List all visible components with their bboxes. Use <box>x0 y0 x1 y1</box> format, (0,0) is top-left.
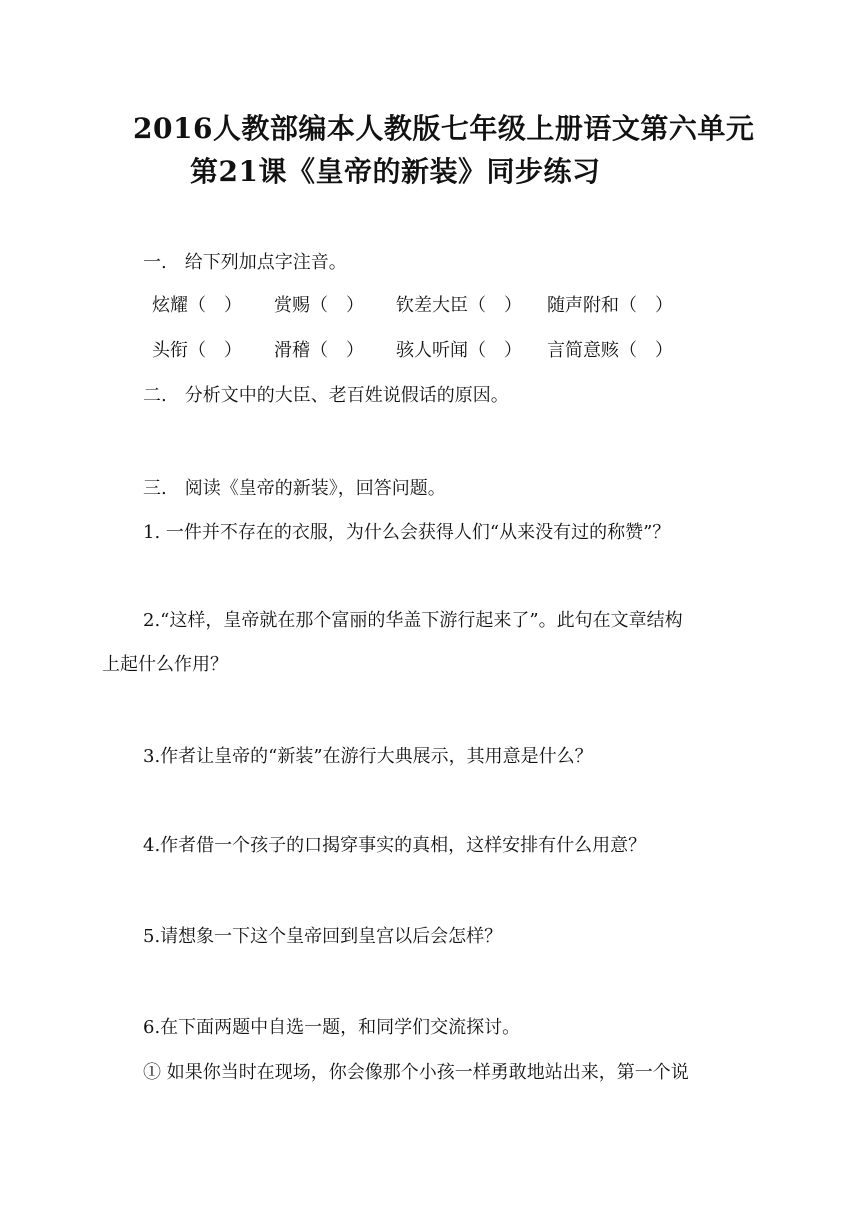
question-3-sub-1: 1. 一件并不存在的衣服，为什么会获得人们“从来没有过的称赞”？ <box>143 522 671 543</box>
question-3-heading: 三. 阅读《皇帝的新装》，回答问题。 <box>143 478 446 499</box>
question-3-sub-6: 6.在下面两题中自选一题，和同学们交流探讨。 <box>143 1017 521 1038</box>
question-3-sub-6-option-1: ① 如果你当时在现场，你会像那个小孩一样勇敢地站出来，第一个说 <box>143 1062 689 1083</box>
question-3-sub-5: 5.请想象一下这个皇帝回到皇宫以后会怎样？ <box>143 926 503 947</box>
pinyin-item: 随声附和（ ） <box>547 295 673 316</box>
pinyin-item: 骇人听闻（ ） <box>396 340 522 361</box>
pinyin-item: 赏赐（ ） <box>274 295 364 316</box>
question-2-heading: 二. 分析文中的大臣、老百姓说假话的原因。 <box>143 385 509 406</box>
question-3-sub-2: 2.“这样，皇帝就在那个富丽的华盖下游行起来了”。此句在文章结构 <box>143 610 683 631</box>
pinyin-item: 钦差大臣（ ） <box>396 295 522 316</box>
question-3-sub-3: 3.作者让皇帝的“新装”在游行大典展示，其用意是什么？ <box>143 746 593 767</box>
question-3-sub-2-continued: 上起什么作用？ <box>102 654 228 675</box>
pinyin-item: 滑稽（ ） <box>274 340 364 361</box>
question-3-sub-4: 4.作者借一个孩子的口揭穿事实的真相，这样安排有什么用意？ <box>143 835 647 856</box>
pinyin-item: 炫耀（ ） <box>152 295 242 316</box>
pinyin-item: 头衔（ ） <box>152 340 242 361</box>
document-title-line-1: 2016人教部编本人教版七年级上册语文第六单元 <box>133 112 755 145</box>
question-1-heading: 一. 给下列加点字注音。 <box>143 252 347 273</box>
pinyin-item: 言简意赅（ ） <box>547 340 673 361</box>
document-title-line-2: 第21课《皇帝的新装》同步练习 <box>190 155 601 188</box>
